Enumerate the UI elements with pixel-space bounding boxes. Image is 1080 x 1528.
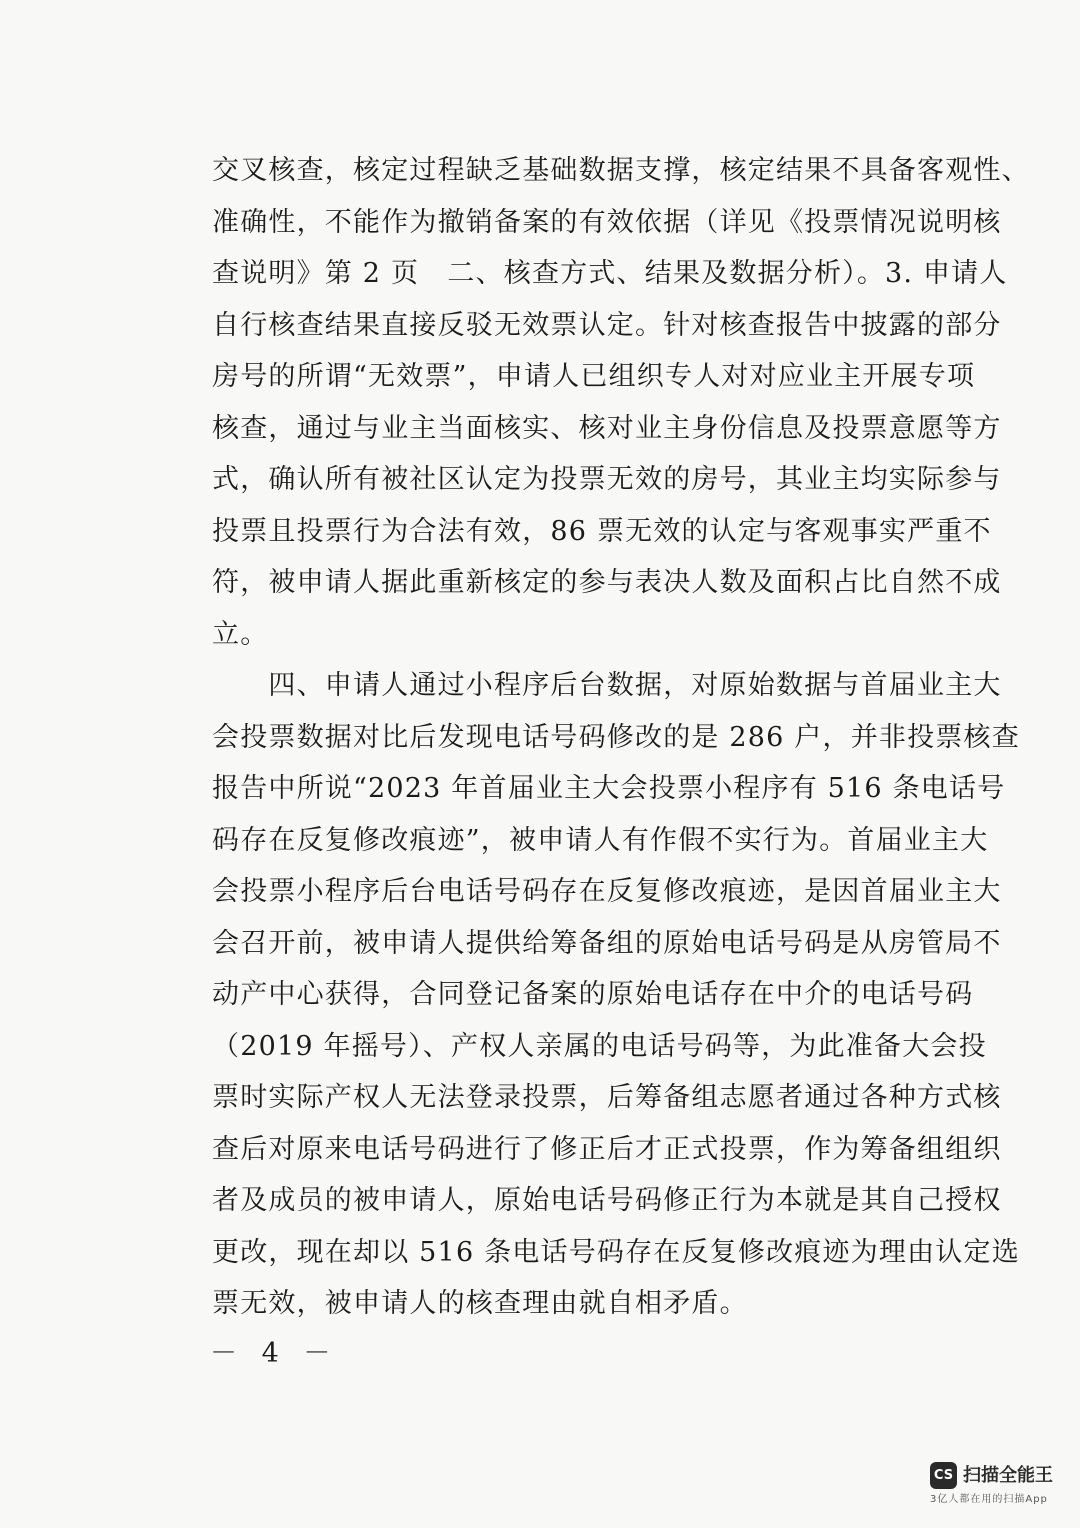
text-line: 立。 <box>212 618 269 650</box>
watermark-title: 扫描全能王 <box>963 1465 1053 1486</box>
text-line: 票无效，被申请人的核查理由就自相矛盾。 <box>212 1288 748 1319</box>
text-line: 者及成员的被申请人，原始电话号码修正行为本就是其自己授权 <box>212 1185 1002 1216</box>
text-line: 自行核查结果直接反驳无效票认定。针对核查报告中披露的部分 <box>212 309 1002 341</box>
text-line: 投票且投票行为合法有效，86 票无效的认定与客观事实严重不 <box>212 515 992 547</box>
text-line: 房号的所谓“无效票”，申请人已组织专人对对应业主开展专项 <box>212 361 976 392</box>
text-line: 四、申请人通过小程序后台数据，对原始数据与首届业主大 <box>212 670 1002 701</box>
text-line: 交叉核查，核定过程缺乏基础数据支撑，核定结果不具备客观性、 <box>212 155 1030 186</box>
text-line: 核查，通过与业主当面核实、核对业主身份信息及投票意愿等方 <box>212 412 1002 444</box>
text-line: 更改，现在却以 516 条电话号码存在反复修改痕迹为理由认定选 <box>212 1236 1020 1268</box>
text-line: 码存在反复修改痕迹”，被申请人有作假不实行为。首届业主大 <box>212 824 989 856</box>
text-line: 式，确认所有被社区认定为投票无效的房号，其业主均实际参与 <box>212 464 1002 495</box>
text-line: 符，被申请人据此重新核定的参与表决人数及面积占比自然不成 <box>212 567 1002 598</box>
text-line: 票时实际产权人无法登录投票，后筹备组志愿者通过各种方式核 <box>212 1082 1002 1113</box>
camscanner-logo-icon: CS <box>930 1462 957 1489</box>
text-line: 查后对原来电话号码进行了修正后才正式投票，作为筹备组组织 <box>212 1133 1002 1165</box>
text-line: 会投票数据对比后发现电话号码修改的是 286 户，并非投票核查 <box>212 721 1020 753</box>
text-line: 会召开前，被申请人提供给筹备组的原始电话号码是从房管局不 <box>212 927 1002 959</box>
scanner-watermark <box>930 1462 1066 1512</box>
text-line: 查说明》第 2 页 二、核查方式、结果及数据分析）。3. 申请人 <box>212 258 1008 289</box>
text-line: 报告中所说“2023 年首届业主大会投票小程序有 516 条电话号 <box>212 773 1006 804</box>
text-line: 动产中心获得，合同登记备案的原始电话存在中介的电话号码 <box>212 979 974 1010</box>
body-text <box>212 145 1030 1330</box>
text-line: 准确性，不能作为撤销备案的有效依据（详见《投票情况说明核 <box>212 206 1002 238</box>
text-line: 会投票小程序后台电话号码存在反复修改痕迹，是因首届业主大 <box>212 876 1002 907</box>
page-number: － 4 － <box>210 1338 339 1369</box>
text-line: （2019 年摇号）、产权人亲属的电话号码等，为此准备大会投 <box>212 1030 987 1062</box>
watermark-subtitle: 3亿人都在用的扫描App <box>930 1494 1048 1505</box>
